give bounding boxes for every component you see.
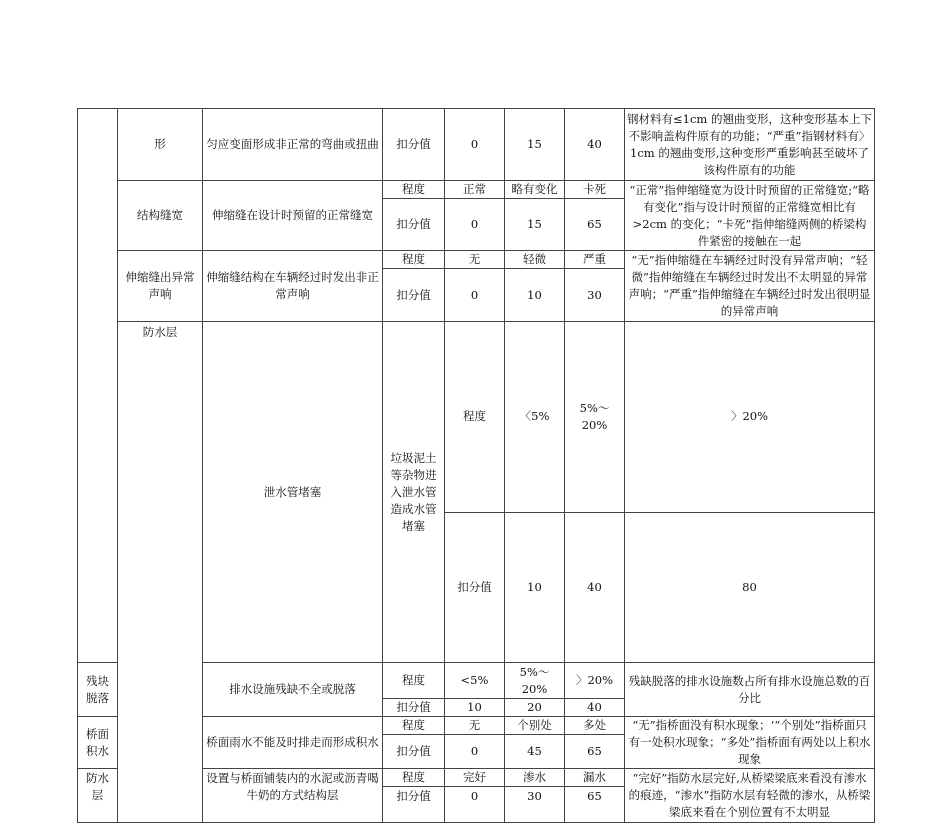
deduct-value: 0 xyxy=(445,199,505,251)
note-cell: “无”指桥面没有积水现象；‘“个别处”指桥面只有一处积水现象；“多处”指桥面有两处以上积水现象 xyxy=(625,717,875,769)
category-cell: 防水层 xyxy=(118,322,203,823)
item-cell: 形 xyxy=(118,109,203,181)
degree-value: 渗水 xyxy=(505,769,565,787)
degree-value: 正常 xyxy=(445,181,505,199)
note-cell: 残缺脱落的排水设施数占所有排水设施总数的百分比 xyxy=(625,663,875,717)
degree-value: 〉20% xyxy=(565,663,625,699)
degree-value: 漏水 xyxy=(565,769,625,787)
degree-value: 〈5% xyxy=(505,322,565,513)
deduct-value: 0 xyxy=(445,109,505,181)
table-row xyxy=(78,109,875,181)
deduct-label: 扣分值 xyxy=(383,699,445,717)
degree-value: 个别处 xyxy=(505,717,565,735)
table-row xyxy=(78,251,875,269)
item-cell: 伸缩缝出异常声响 xyxy=(118,251,203,322)
degree-value: 轻微 xyxy=(505,251,565,269)
degree-label: 程度 xyxy=(383,769,445,787)
deduct-label: 扣分值 xyxy=(445,512,505,662)
deduct-value: 40 xyxy=(565,699,625,717)
deduct-value: 65 xyxy=(565,199,625,251)
degree-value: 5%～20% xyxy=(505,663,565,699)
deduct-value: 10 xyxy=(445,699,505,717)
deduct-label: 扣分值 xyxy=(383,269,445,322)
note-cell: “无”指伸缩缝在车辆经过时没有异常声响；“轻微”指伸缩缝在车辆经过时发出不太明显的异常声响；“严重”指伸缩缝在车辆经过时发出很明显的异常声响 xyxy=(625,251,875,322)
description-cell: 桥面雨水不能及时排走而形成积水 xyxy=(203,717,383,769)
deduct-value: 0 xyxy=(445,269,505,322)
degree-value: 略有变化 xyxy=(505,181,565,199)
degree-label: 程度 xyxy=(445,322,505,513)
category-cell-top xyxy=(78,109,118,663)
degree-value: 〉20% xyxy=(625,322,875,513)
deduct-value: 10 xyxy=(505,512,565,662)
item-cell: 泄水管堵塞 xyxy=(203,322,383,663)
deduct-value: 0 xyxy=(445,787,505,823)
note-cell: “完好”指防水层完好,从桥梁梁底来看没有渗水的痕迹，“渗水”指防水层有轻微的渗水，从桥梁梁底来看在个别位置有不太明显 xyxy=(625,769,875,823)
degree-value: 多处 xyxy=(565,717,625,735)
degree-label: 程度 xyxy=(383,717,445,735)
deduct-label: 扣分值 xyxy=(383,735,445,769)
item-cell: 结构缝宽 xyxy=(118,181,203,251)
description-cell: 伸缩缝结构在车辆经过时发出非正常声响 xyxy=(203,251,383,322)
deduct-value: 45 xyxy=(505,735,565,769)
degree-label: 程度 xyxy=(383,181,445,199)
deduct-value: 65 xyxy=(565,787,625,823)
description-cell: 匀应变面形成非正常的弯曲或扭曲 xyxy=(203,109,383,181)
degree-value: 无 xyxy=(445,717,505,735)
inspection-table xyxy=(77,108,875,823)
deduct-value: 30 xyxy=(505,787,565,823)
degree-value: 严重 xyxy=(565,251,625,269)
table-row xyxy=(78,181,875,199)
deduct-value: 20 xyxy=(505,699,565,717)
deduct-label: 扣分值 xyxy=(383,109,445,181)
deduct-label: 扣分值 xyxy=(383,199,445,251)
degree-value: 无 xyxy=(445,251,505,269)
deduct-value: 40 xyxy=(565,512,625,662)
deduct-label: 扣分值 xyxy=(383,787,445,823)
item-cell: 桥面积水 xyxy=(78,717,118,769)
deduct-value: 80 xyxy=(625,512,875,662)
description-cell: 排水设施残缺不全或脱落 xyxy=(203,663,383,717)
degree-value: 完好 xyxy=(445,769,505,787)
deduct-value: 15 xyxy=(505,199,565,251)
deduct-value: 65 xyxy=(565,735,625,769)
table-row xyxy=(78,322,875,513)
item-cell: 防水层 xyxy=(78,769,118,823)
item-cell: 残块脱落 xyxy=(78,663,118,717)
deduct-value: 15 xyxy=(505,109,565,181)
degree-value: <5% xyxy=(445,663,505,699)
note-cell: “正常”指伸缩缝宽为设计时预留的正常缝宽;“略有变化”指与设计时预留的正常缝宽相比有>2cm 的变化；“卡死”指伸缩缝两侧的桥梁构件紧密的接触在一起 xyxy=(625,181,875,251)
description-cell: 垃圾泥土等杂物进入泄水管造成水管堵塞 xyxy=(383,322,445,663)
deduct-value: 10 xyxy=(505,269,565,322)
degree-label: 程度 xyxy=(383,251,445,269)
note-cell: 钢材料有≤1cm 的翘曲变形，这种变形基本上下不影响盖构件原有的功能；“严重”指钢材料有〉1cm 的翘曲变形,这种变形严重影响甚至破坏了该构件原有的功能 xyxy=(625,109,875,181)
deduct-value: 0 xyxy=(445,735,505,769)
degree-label: 程度 xyxy=(383,663,445,699)
deduct-value: 30 xyxy=(565,269,625,322)
description-cell: 伸缩缝在设计时预留的正常缝宽 xyxy=(203,181,383,251)
description-cell: 设置与桥面铺装内的水泥或沥青喝牛奶的方式结构层 xyxy=(203,769,383,823)
deduct-value: 40 xyxy=(565,109,625,181)
degree-value: 5%～20% xyxy=(565,322,625,513)
degree-value: 卡死 xyxy=(565,181,625,199)
